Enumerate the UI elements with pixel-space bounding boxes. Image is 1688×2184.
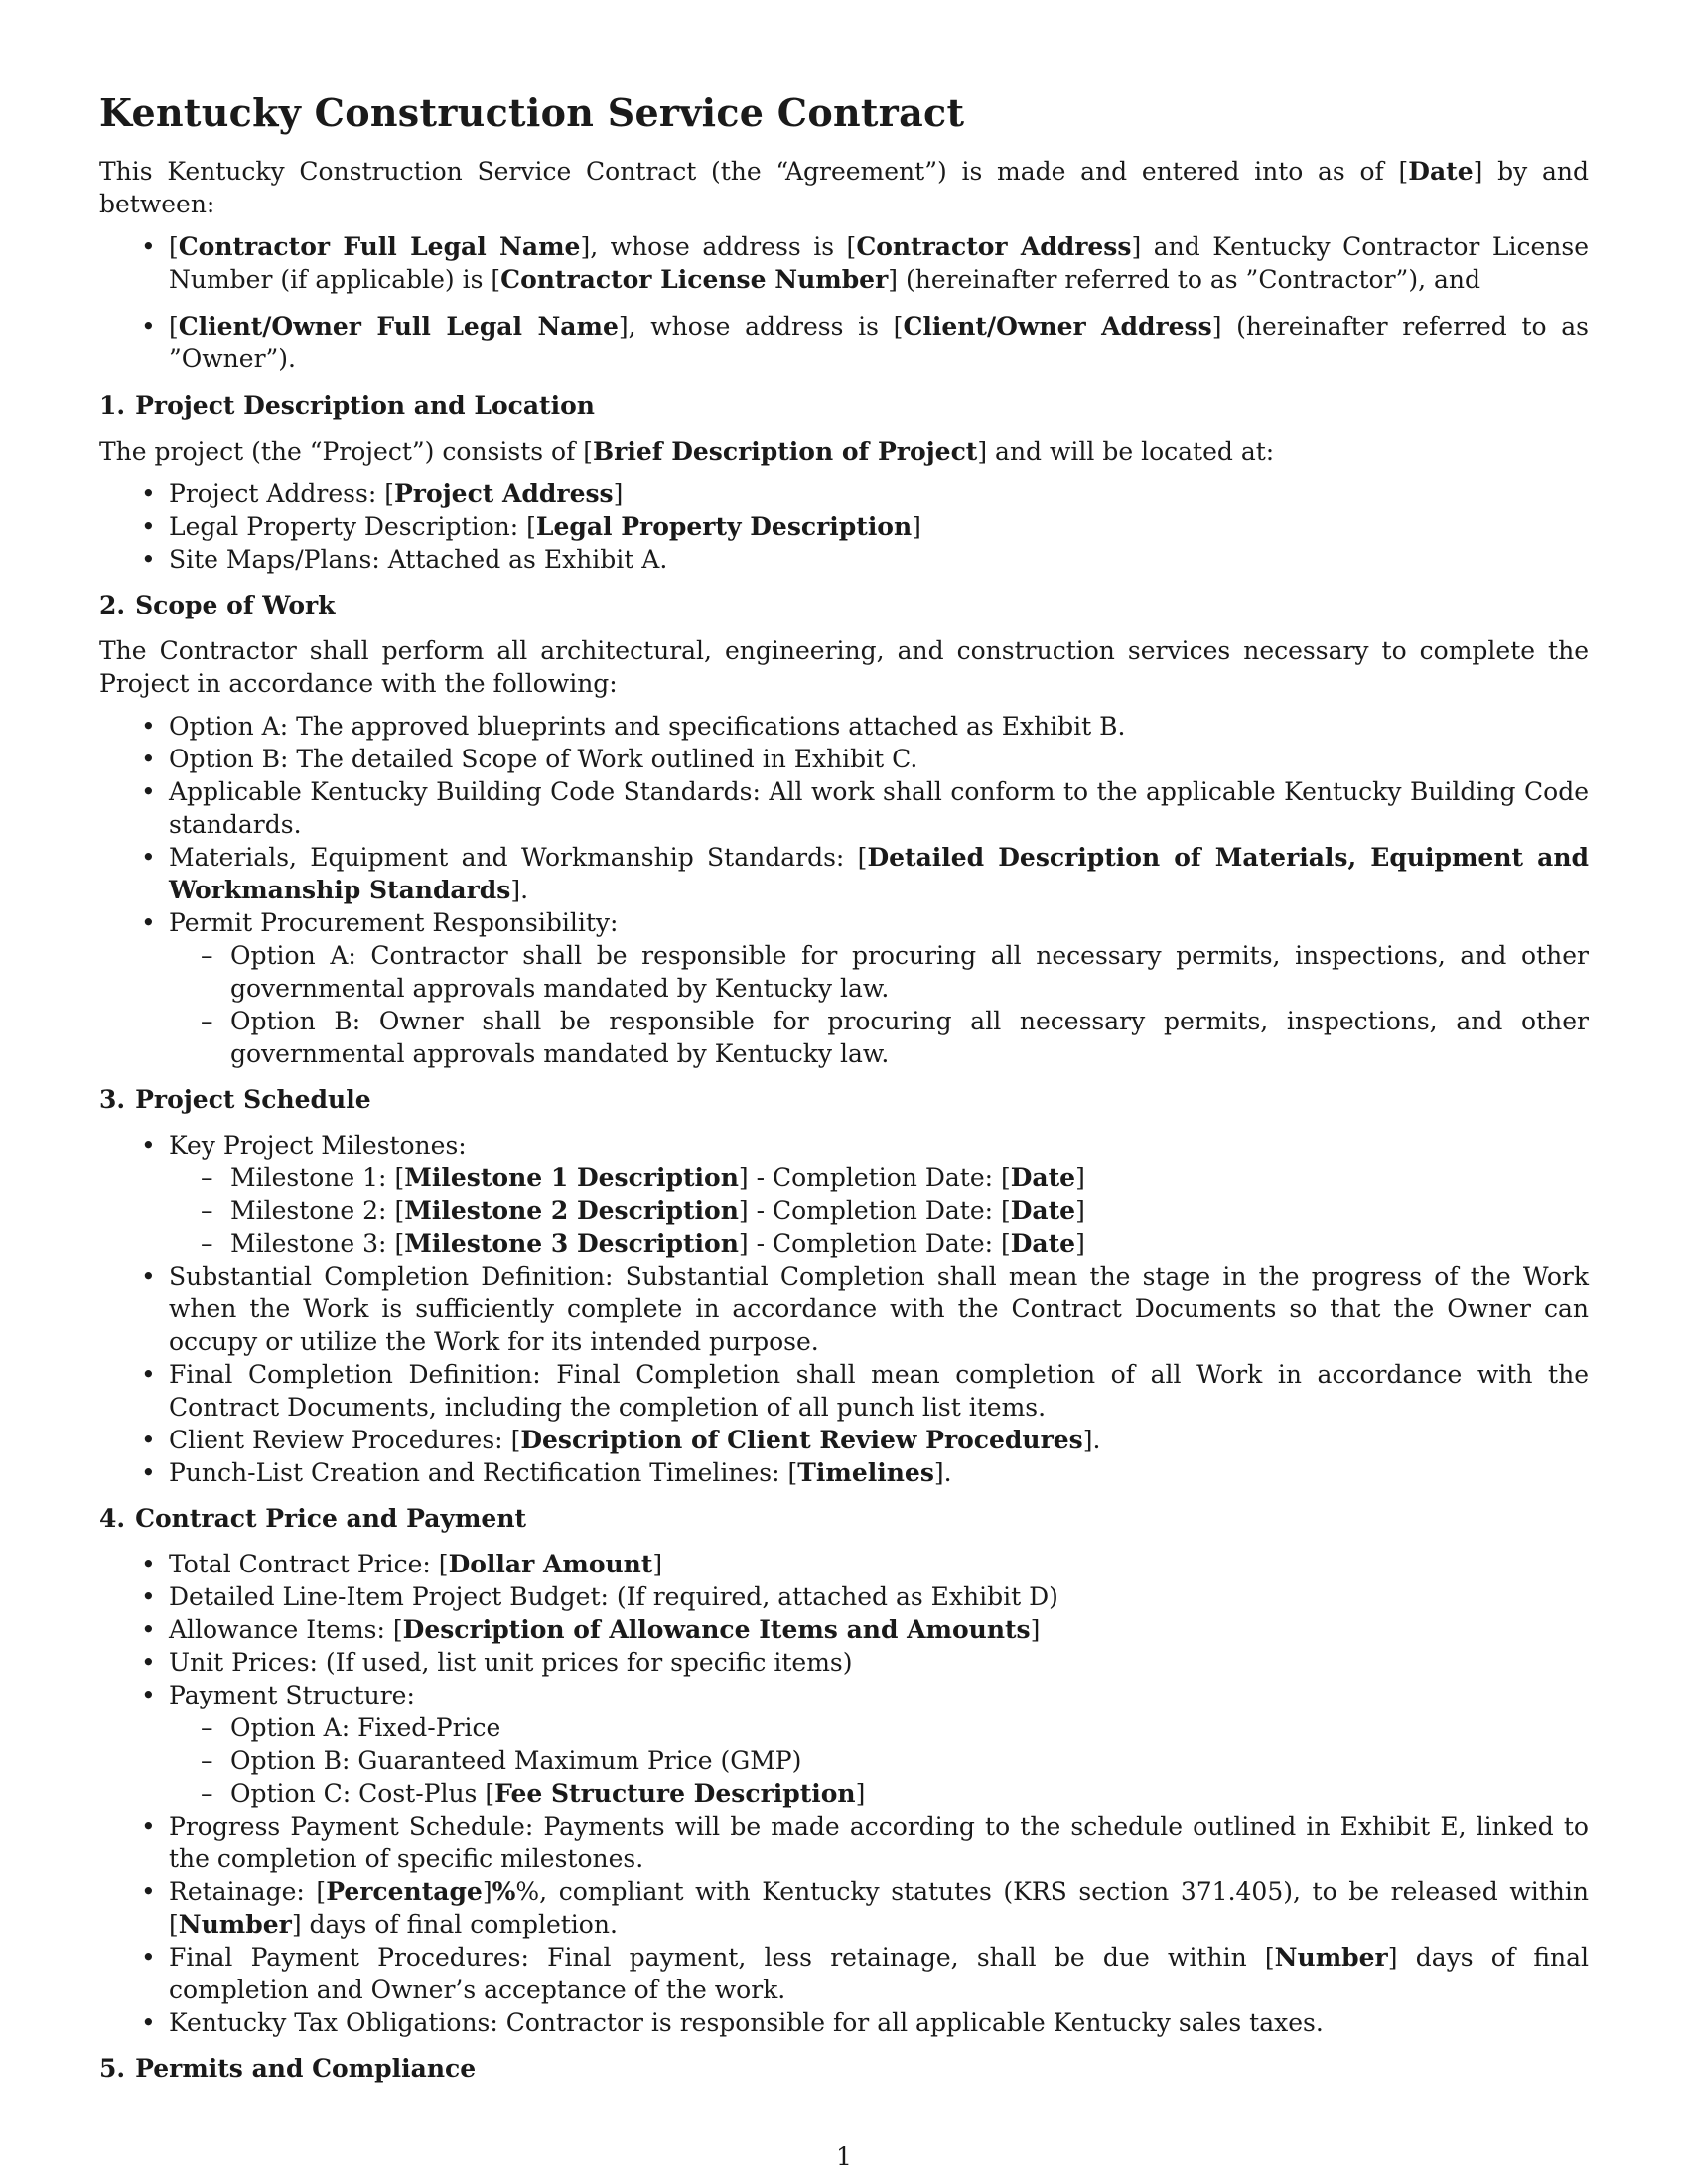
party-owner: • [Client/Owner Full Legal Name], whose address is [Client/Owner Address] (hereinafter referred to as ”Owner”). <box>99 310 1589 375</box>
party-contractor: • [Contractor Full Legal Name], whose address is [Contractor Address] and Kentucky Contractor License Number (if applicable) is [Contractor License Number] (hereinafter referred to as ”Contractor”), and <box>99 230 1589 296</box>
list-item: • Option A: The approved blueprints and specifications attached as Exhibit B. <box>99 710 1589 743</box>
sub-list-item: – Milestone 2: [Milestone 2 Description] - Completion Date: [Date] <box>169 1194 1589 1227</box>
sub-list-item: – Option C: Cost-Plus [Fee Structure Description] <box>169 1777 1589 1810</box>
sub-list-item: – Option B: Guaranteed Maximum Price (GMP) <box>169 1744 1589 1777</box>
list-item: • Payment Structure: – Option A: Fixed-Price – Option B: Guaranteed Maximum Price (GMP) – Option C: Cost-Plus [Fee Structure Description] <box>99 1679 1589 1810</box>
list-item: • Unit Prices: (If used, list unit prices for specific items) <box>99 1646 1589 1679</box>
sub-list-item: – Milestone 3: [Milestone 3 Description] - Completion Date: [Date] <box>169 1227 1589 1260</box>
sub-list-item: – Option A: Contractor shall be responsible for procuring all necessary permits, inspections, and other governmental approvals mandated by Kentucky law. <box>169 939 1589 1005</box>
intro-paragraph: This Kentucky Construction Service Contract (the “Agreement”) is made and entered into as of [Date] by and between: <box>99 157 1589 218</box>
section-3-heading: 3. Project Schedule <box>99 1085 371 1114</box>
list-item: • Project Address: [Project Address] <box>99 478 1589 510</box>
list-item: • Kentucky Tax Obligations: Contractor is responsible for all applicable Kentucky sales taxes. <box>99 2006 1589 2039</box>
list-item: • Permit Procurement Responsibility: – Option A: Contractor shall be responsible for procuring all necessary permits, inspections, and other governmental approvals mandated by Kentucky law. – Option B: Owner shall be responsible for procuring all necessary permits, inspections, and other governmental approvals mandated by Kentucky law. <box>99 906 1589 1070</box>
date-placeholder: Date <box>1408 157 1474 186</box>
list-item: • Progress Payment Schedule: Payments will be made according to the schedule outlined in Exhibit E, linked to the completion of specific milestones. <box>99 1810 1589 1875</box>
list-item: • Detailed Line-Item Project Budget: (If required, attached as Exhibit D) <box>99 1580 1589 1613</box>
list-item: • Allowance Items: [Description of Allowance Items and Amounts] <box>99 1613 1589 1646</box>
sub-list <box>169 1711 1589 1810</box>
list-item: • Site Maps/Plans: Attached as Exhibit A. <box>99 543 1589 576</box>
section-4-heading: 4. Contract Price and Payment <box>99 1504 527 1533</box>
page-number: 1 <box>836 2142 852 2171</box>
section-1-heading: 1. Project Description and Location <box>99 391 595 420</box>
list-item: • Punch-List Creation and Rectification Timelines: [Timelines]. <box>99 1456 1589 1489</box>
list-item: • Substantial Completion Definition: Substantial Completion shall mean the stage in the progress of the Work when the Work is sufficiently complete in accordance with the Contract Documents so that the Owner can occupy or utilize the Work for its intended purpose. <box>99 1260 1589 1358</box>
sub-list <box>169 939 1589 1070</box>
list-item: • Final Payment Procedures: Final payment, less retainage, shall be due within [Number] days of final completion and Owner’s acceptance of the work. <box>99 1941 1589 2006</box>
section-2-text: The Contractor shall perform all architectural, engineering, and construction services necessary to complete the Project in accordance with the following: <box>99 636 1589 698</box>
section-4-list <box>99 1548 1589 2039</box>
section-3-list <box>99 1129 1589 1489</box>
sub-list-item: – Option B: Owner shall be responsible for procuring all necessary permits, inspections, and other governmental approvals mandated by Kentucky law. <box>169 1005 1589 1070</box>
list-item: • Final Completion Definition: Final Completion shall mean completion of all Work in accordance with the Contract Documents, including the completion of all punch list items. <box>99 1358 1589 1424</box>
parties-list <box>99 230 1589 375</box>
list-item: • Client Review Procedures: [Description of Client Review Procedures]. <box>99 1424 1589 1456</box>
section-1-text: The project (the “Project”) consists of [Brief Description of Project] and will be located at: <box>99 437 1275 466</box>
list-item: • Key Project Milestones: – Milestone 1: [Milestone 1 Description] - Completion Date: [Date] – Milestone 2: [Milestone 2 Description] - Completion Date: [Date] – Milestone 3: [Milestone 3 Description] - Completion Date: [Date] <box>99 1129 1589 1260</box>
section-5-heading: 5. Permits and Compliance <box>99 2054 477 2083</box>
list-item: • Materials, Equipment and Workmanship Standards: [Detailed Description of Materials, Equipment and Workmanship Standards]. <box>99 841 1589 906</box>
list-item: • Total Contract Price: [Dollar Amount] <box>99 1548 1589 1580</box>
document-title: Kentucky Construction Service Contract <box>99 90 965 135</box>
section-2-heading: 2. Scope of Work <box>99 591 336 619</box>
contract-page <box>99 79 1589 2098</box>
sub-list-item: – Milestone 1: [Milestone 1 Description] - Completion Date: [Date] <box>169 1161 1589 1194</box>
list-item: • Retainage: [Percentage]%%, compliant with Kentucky statutes (KRS section 371.405), to be released within [Number] days of final completion. <box>99 1875 1589 1941</box>
section-1-list <box>99 478 1589 576</box>
sub-list-item: – Option A: Fixed-Price <box>169 1711 1589 1744</box>
list-item: • Applicable Kentucky Building Code Standards: All work shall conform to the applicable Kentucky Building Code standards. <box>99 775 1589 841</box>
list-item: • Option B: The detailed Scope of Work outlined in Exhibit C. <box>99 743 1589 775</box>
list-item: • Legal Property Description: [Legal Property Description] <box>99 510 1589 543</box>
sub-list <box>169 1161 1589 1260</box>
section-2-list <box>99 710 1589 1070</box>
